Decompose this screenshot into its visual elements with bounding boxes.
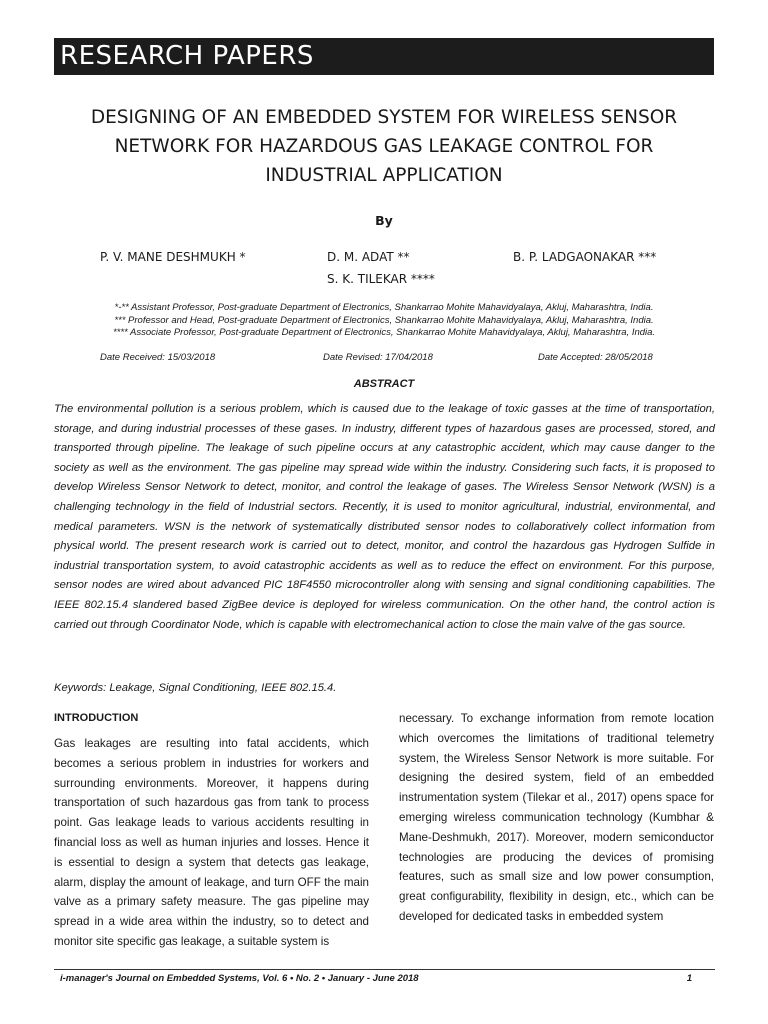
introduction-left-column: Gas leakages are resulting into fatal accidents, which becomes a serious problem in industries for workers and surrounding environments. Moreover, it happens during transportation of such hazardous gas from tank to process point. Gas leakage leads to various accidents resulting in financial loss as well as human injuries and losses. Hence it is essential to design a system that detects gas leakage, alarm, display the amount of leakage, and turn OFF the main valve as a primary safety measure. The gas pipeline may spread in a wide area within the industry, so to detect and monitor site specific gas leakage, a suitable system is (54, 737, 369, 948)
footer-journal: i-manager's Journal on Embedded Systems, Vol. 6 • No. 2 • January - June 2018 (60, 973, 419, 984)
author-3: B. P. LADGAONAKAR *** (513, 250, 657, 264)
date-accepted: Date Accepted: 28/05/2018 (538, 352, 653, 363)
date-revised: Date Revised: 17/04/2018 (323, 352, 433, 363)
paper-title: DESIGNING OF AN EMBEDDED SYSTEM FOR WIRELESS SENSOR NETWORK FOR HAZARDOUS GAS LEAKAGE CONTROL FOR INDUSTRIAL APPLICATION (90, 107, 678, 186)
keywords: Keywords: Leakage, Signal Conditioning, IEEE 802.15.4. (54, 682, 337, 694)
introduction-heading: INTRODUCTION (54, 712, 139, 724)
abstract-text: The environmental pollution is a serious problem, which is caused due to the leakage of toxic gasses at the time of transportation, storage, and during industrial processes of these gases. In industry, different types of hazardous gases are processed, stored, and transported through pipeline. The leakage of such pipeline occurs at any catastrophic accident, which may cause danger to the society as well as the environment. The gas pipeline may spread wide within the industry. Considering such facts, it is proposed to develop Wireless Sensor Network to detect, monitor, and control the leakage of gases. The Wireless Sensor Network (WSN) is a challenging technology in the field of Industrial sectors. Recently, it is used to monitor agricultural, industrial, environmental, and medical parameters. WSN is the network of systematically distributed sensor nodes to collaboratively collect information from physical world. The present research work is carried out to detect, monitor, and control the hazardous gas Hydrogen Sulfide in industrial transportation system, to avoid catastrophic accidents as well as to reduce the effect on environment. For this purpose, sensor nodes are wired about advanced PIC 18F4550 microcontroller along with sensing and signal conditioning capabilities. The IEEE 802.15.4 slandered based ZigBee device is deployed for wireless communication. On the other hand, the control action is carried out through Coordinator Node, which is capable with electromechanical action to close the main valve of the gas source. (54, 403, 715, 631)
by-line: By (375, 213, 393, 228)
author-4: S. K. TILEKAR **** (327, 272, 435, 286)
introduction-right-column: necessary. To exchange information from remote location which overcomes the limitations of traditional telemetry system, the Wireless Sensor Network is more suitable. For designing the desired system, field of an embedded instrumentation system (Tilekar et al., 2017) opens space for emerging wireless communication technology (Kumbhar & Mane-Deshmukh, 2017). Moreover, modern semiconductor technologies are producing the devices of promising features, such as small size and low power consumption, great configurability, flexibility in design, etc., which can be developed for dedicated tasks in embedded system (399, 712, 714, 923)
page-number: 1 (686, 973, 692, 984)
abstract-heading: ABSTRACT (353, 378, 415, 390)
affiliation-2: *** Professor and Head, Post-graduate Department of Electronics, Shankarrao Mohite Mahavidyalaya, Akluj, Maharashtra, India. (114, 314, 654, 326)
author-1: P. V. MANE DESHMUKH * (100, 250, 246, 264)
footer-divider (54, 969, 715, 970)
affiliation-1: *-** Assistant Professor, Post-graduate Department of Electronics, Shankarrao Mohite Mahavidyalaya, Akluj, Maharashtra, India. (114, 302, 654, 313)
affiliation-3: **** Associate Professor, Post-graduate Department of Electronics, Shankarrao Mohite Mahavidyalaya, Akluj, Maharashtra, India. (112, 327, 656, 338)
author-2: D. M. ADAT ** (327, 250, 410, 264)
affiliations (60, 302, 708, 340)
section-header: RESEARCH PAPERS (54, 38, 714, 75)
date-received: Date Received: 15/03/2018 (100, 352, 216, 363)
